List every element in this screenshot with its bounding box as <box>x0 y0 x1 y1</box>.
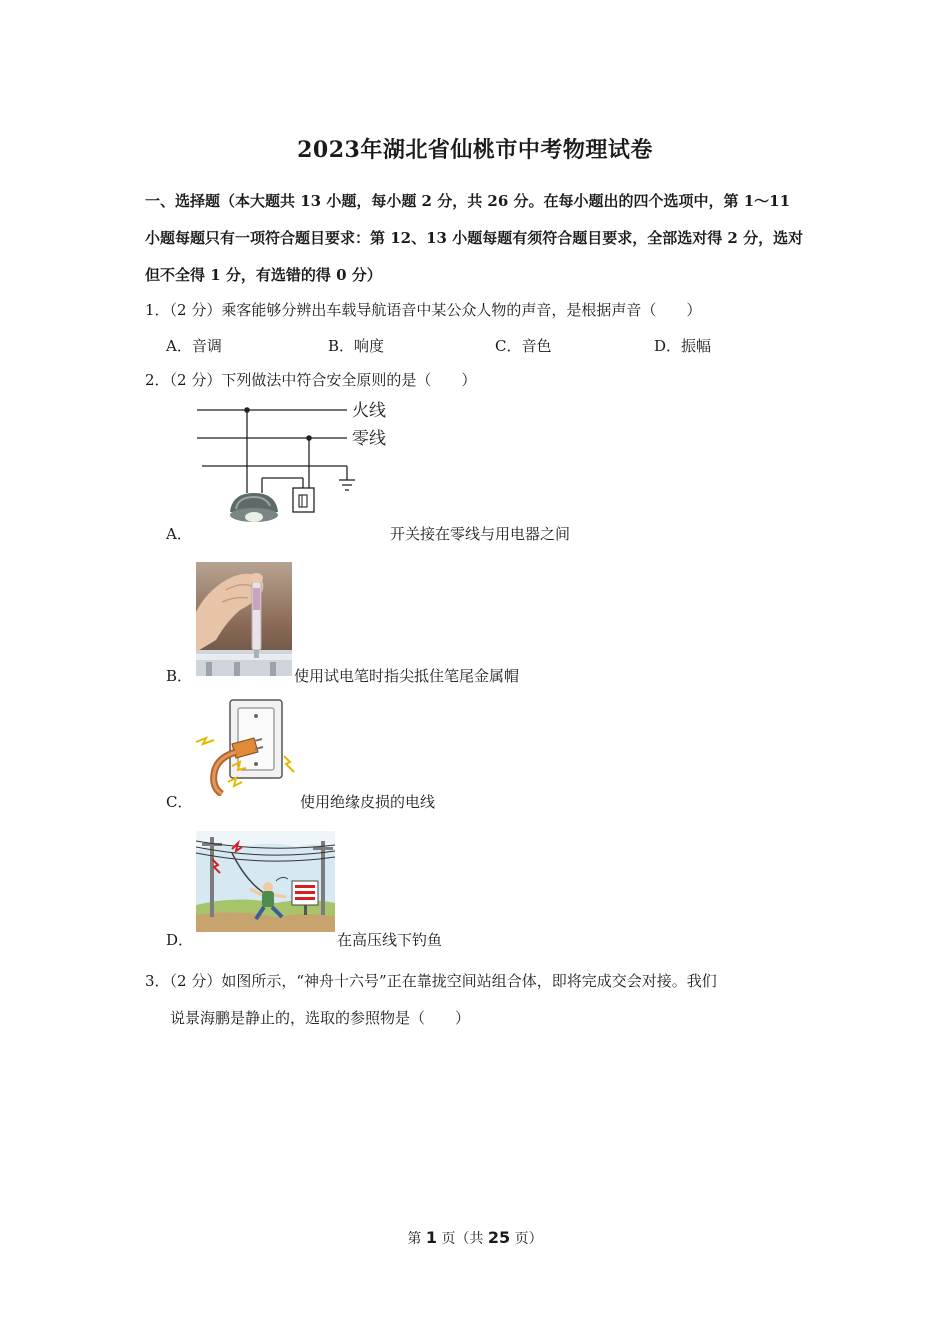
neutral-wire-label: 零线 <box>352 429 386 449</box>
q2-option-b-text: 使用试电笔时指尖抵住笔尾金属帽 <box>294 667 520 685</box>
q2-option-a-letter: A． <box>166 525 192 543</box>
q2-option-b-letter: B． <box>166 667 193 685</box>
question-2-text: 2．（2 分）下列做法中符合安全原则的是（ ） <box>145 371 477 389</box>
damaged-wire-illustration <box>192 696 302 796</box>
socket-icon <box>230 700 282 778</box>
question-1-text: 1．（2 分）乘客能够分辨出车载导航语音中某公众人物的声音，是根据声音（ ） <box>145 301 702 319</box>
footer-suffix: 页） <box>514 1231 543 1247</box>
q2-option-d-letter: D． <box>166 931 194 949</box>
q1-option-c: C．音色 <box>495 337 552 355</box>
lamp-icon <box>230 493 278 522</box>
section-heading: 一、选择题（本大题共 13 小题，每小题 2 分，共 26 分。在每小题出的四个选项中，第 1～11 小题每题只有一项符合题目要求：第 12、13 小题每题有须符合题目要求，全部选对得 2 分，选对但不全得 1 分，有选错的得 0 分） <box>145 192 804 284</box>
q2-option-d-text: 在高压线下钓鱼 <box>337 931 443 949</box>
page-footer <box>0 1228 950 1248</box>
circuit-diagram <box>192 398 397 530</box>
page-title: 2023年湖北省仙桃市中考物理试卷 <box>297 137 653 163</box>
footer-prefix: 第 <box>407 1231 422 1247</box>
q1-option-a: A．音调 <box>166 337 222 355</box>
footer-mid: 页（共 <box>441 1231 484 1247</box>
fishing-under-power-line-illustration <box>196 831 335 932</box>
q1-option-d: D．振幅 <box>654 337 712 355</box>
current-page-number: 1 <box>425 1228 437 1247</box>
question-3-text-line-2: 说景海鹏是静止的，选取的参照物是（ ） <box>170 1009 471 1027</box>
q2-option-a-text: 开关接在零线与用电器之间 <box>390 525 571 543</box>
total-page-count: 25 <box>487 1228 511 1247</box>
live-wire-label: 火线 <box>352 401 386 421</box>
q1-option-b: B．响度 <box>328 337 385 355</box>
q2-option-c-text: 使用绝缘皮损的电线 <box>300 793 436 811</box>
q2-option-c-letter: C． <box>166 793 193 811</box>
test-pen-photo <box>196 562 292 676</box>
question-3-text-line-1: 3．（2 分）如图所示，“神舟十六号”正在靠拢空间站组合体，即将完成交会对接。我们 <box>145 972 717 990</box>
